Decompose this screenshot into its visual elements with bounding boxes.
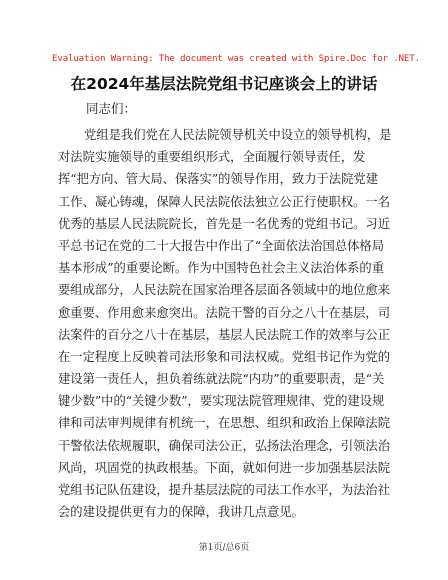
body-line: 干警依法依规履职，确保司法公正，弘扬法治理念，引领法治	[58, 438, 391, 453]
salutation: 同志们：	[86, 101, 137, 116]
body-line: 平总书记在党的二十大报告中作出了“全面依法治国总体格局	[58, 238, 385, 253]
body-line: 律和司法审判规律有机统一，在思想、组织和政治上保障法院	[58, 416, 391, 431]
page-number-footer: 第1页/总6页	[198, 543, 250, 553]
body-line: 要组成部分，人民法院在国家治理各层面各领域中的地位愈来	[58, 283, 391, 298]
body-line: 基本形成”的重要论断。作为中国特色社会主义法治体系的重	[58, 261, 385, 276]
body-line: 党组书记队伍建设，提升基层法院的司法工作水平，为法治社	[58, 483, 391, 497]
body-line: 挥“把方向、管大局、保落实”的领导作用，致力于法院党建	[58, 172, 378, 187]
document-title: 在2024年基层法院党组书记座谈会上的讲话	[70, 75, 378, 93]
body-line: 建设第一责任人，担负着练就法院“内功”的重要职责，是“关	[58, 372, 385, 387]
body-line: 工作、凝心铸魂，保障人民法院依法独立公正行使职权。一名	[58, 194, 391, 209]
body-line: 愈重要、作用愈来愈突出。法院干警的百分之八十在基层，司	[58, 305, 391, 320]
body-line: 党组是我们党在人民法院领导机关中设立的领导机构，是	[84, 128, 392, 142]
body-line: 键少数”中的“关键少数”，要实现法院管理规律、党的建设规	[58, 394, 385, 409]
body-line: 法案件的百分之八十在基层，基层人民法院工作的效率与公正	[58, 327, 391, 342]
body-line: 对法院实施领导的重要组织形式，全面履行领导责任，发	[58, 150, 366, 165]
body-paragraph	[58, 124, 396, 523]
evaluation-warning: Evaluation Warning: The document was created with Spire.Doc for .NET.	[52, 53, 420, 64]
body-line: 优秀的基层人民法院院长，首先是一名优秀的党组书记。习近	[58, 216, 391, 231]
body-line: 在一定程度上反映着司法形象和司法权威。党组书记作为党的	[58, 349, 391, 364]
body-line: 会的建设提供更有力的保障，我讲几点意见。	[58, 505, 304, 520]
body-line: 风尚，巩固党的执政根基。下面，就如何进一步加强基层法院	[58, 460, 391, 475]
